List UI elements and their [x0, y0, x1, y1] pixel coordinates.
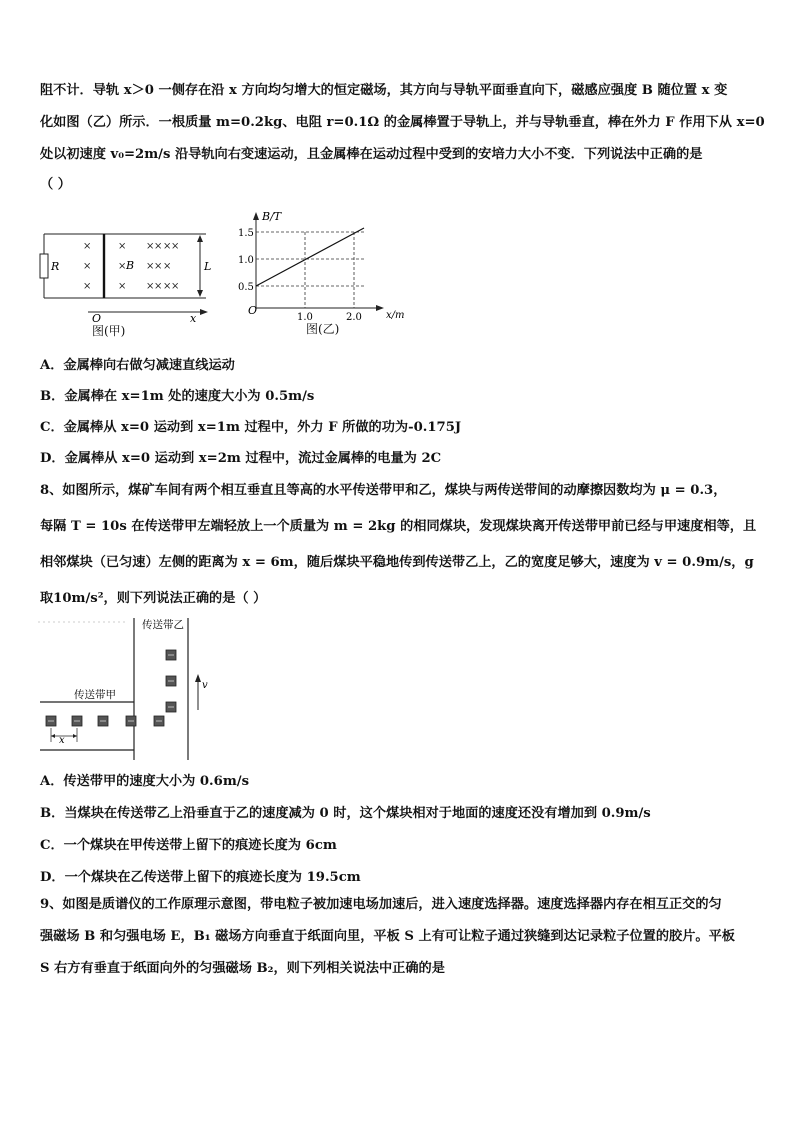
fig-jia-caption: 图(甲)	[92, 324, 126, 338]
q8-option-c: C．一个煤块在甲传送带上留下的痕迹长度为 6cm	[40, 838, 337, 853]
svg-text:×: ×	[146, 261, 155, 272]
svg-text:×: ×	[118, 281, 127, 292]
ytick-1.5: 1.5	[238, 228, 254, 239]
q8-line-4: 取10m/s²，则下列说法正确的是（ ）	[40, 591, 267, 606]
q8-option-a: A．传送带甲的速度大小为 0.6m/s	[40, 774, 250, 789]
svg-text:×: ×	[171, 241, 180, 252]
svg-text:×: ×	[83, 241, 92, 252]
q9-line-2: 强磁场 B 和匀强电场 E，B₁ 磁场方向垂直于纸面向里，平板 S 上有可让粒子通过狭缝到达记录粒子位置的胶片。平板	[40, 929, 735, 944]
resistor-label: R	[51, 260, 60, 273]
svg-text:×: ×	[83, 281, 92, 292]
q7-option-d: D．金属棒从 x=0 运动到 x=2m 过程中，流过金属棒的电量为 2C	[40, 451, 442, 466]
svg-text:×: ×	[154, 281, 163, 292]
svg-text:×: ×	[146, 241, 155, 252]
q7-option-b: B．金属棒在 x=1m 处的速度大小为 0.5m/s	[40, 389, 315, 404]
svg-text:×: ×	[163, 261, 172, 272]
q8-line-1: 8、如图所示，煤矿车间有两个相互垂直且等高的水平传送带甲和乙，煤块与两传送带间的动摩擦因数均为 μ = 0.3，	[40, 483, 727, 498]
svg-text:×: ×	[171, 281, 180, 292]
q8-option-b: B．当煤块在传送带乙上沿垂直于乙的速度减为 0 时，这个煤块相对于地面的速度还没有增加到 0.9m/s	[40, 806, 651, 821]
q9-line-1: 9、如图是质谱仪的工作原理示意图，带电粒子被加速电场加速后，进入速度选择器。速度选择器内存在相互正交的匀	[40, 897, 722, 912]
velocity-label-v: v	[202, 680, 208, 691]
xtick-2.0: 2.0	[346, 312, 362, 323]
belt-yi-label: 传送带乙	[142, 619, 184, 631]
graph-origin: O	[248, 304, 258, 317]
spacing-label-x: x	[59, 735, 65, 746]
svg-text:×: ×	[146, 281, 155, 292]
q8-line-3: 相邻煤块（已匀速）左侧的距离为 x = 6m，随后煤块平稳地传到传送带乙上，乙的宽度足够大，速度为 v = 0.9m/s，g	[40, 555, 754, 570]
xtick-1.0: 1.0	[297, 312, 313, 323]
q8-figure	[36, 614, 226, 764]
q8-option-d: D．一个煤块在乙传送带上留下的痕迹长度为 19.5cm	[40, 870, 361, 885]
q7-figure-yi	[234, 206, 414, 326]
length-label-L: L	[204, 260, 212, 273]
graph-ylabel: B/T	[262, 210, 282, 223]
q7-option-c: C．金属棒从 x=0 运动到 x=1m 过程中，外力 F 所做的功为-0.175J	[40, 420, 462, 435]
ytick-0.5: 0.5	[238, 282, 254, 293]
field-label-B: B	[126, 259, 135, 272]
svg-text:×: ×	[163, 241, 172, 252]
q9-line-3: S 右方有垂直于纸面向外的匀强磁场 B₂，则下列相关说法中正确的是	[40, 961, 445, 976]
svg-text:×: ×	[163, 281, 172, 292]
b-x-line	[256, 228, 364, 286]
svg-text:×: ×	[83, 261, 92, 272]
origin-label: O	[92, 312, 102, 325]
q7-figure-jia	[38, 222, 218, 330]
svg-text:×: ×	[118, 241, 127, 252]
q7-line-4: （ ）	[40, 177, 71, 192]
ytick-1.0: 1.0	[238, 255, 254, 266]
q7-option-a: A．金属棒向右做匀减速直线运动	[40, 358, 235, 373]
x-axis-label: x	[190, 312, 197, 325]
graph-xlabel: x/m	[386, 310, 405, 321]
svg-text:×: ×	[118, 261, 127, 272]
svg-text:×: ×	[154, 241, 163, 252]
q7-line-3: 处以初速度 v₀=2m/s 沿导轨向右变速运动，且金属棒在运动过程中受到的安培力大小不变．下列说法中正确的是	[40, 147, 703, 162]
fig-yi-caption: 图(乙)	[306, 322, 340, 336]
q8-line-2: 每隔 T = 10s 在传送带甲左端轻放上一个质量为 m = 2kg 的相同煤块，发现煤块离开传送带甲前已经与甲速度相等，且	[40, 519, 757, 534]
svg-text:×: ×	[154, 261, 163, 272]
belt-jia-label: 传送带甲	[74, 689, 116, 701]
q7-line-2: 化如图（乙）所示．一根质量 m=0.2kg、电阻 r=0.1Ω 的金属棒置于导轨上，并与导轨垂直，棒在外力 F 作用下从 x=0	[40, 115, 765, 130]
q7-line-1: 阻不计．导轨 x＞0 一侧存在沿 x 方向均匀增大的恒定磁场，其方向与导轨平面垂直向下，磁感应强度 B 随位置 x 变	[40, 83, 728, 98]
